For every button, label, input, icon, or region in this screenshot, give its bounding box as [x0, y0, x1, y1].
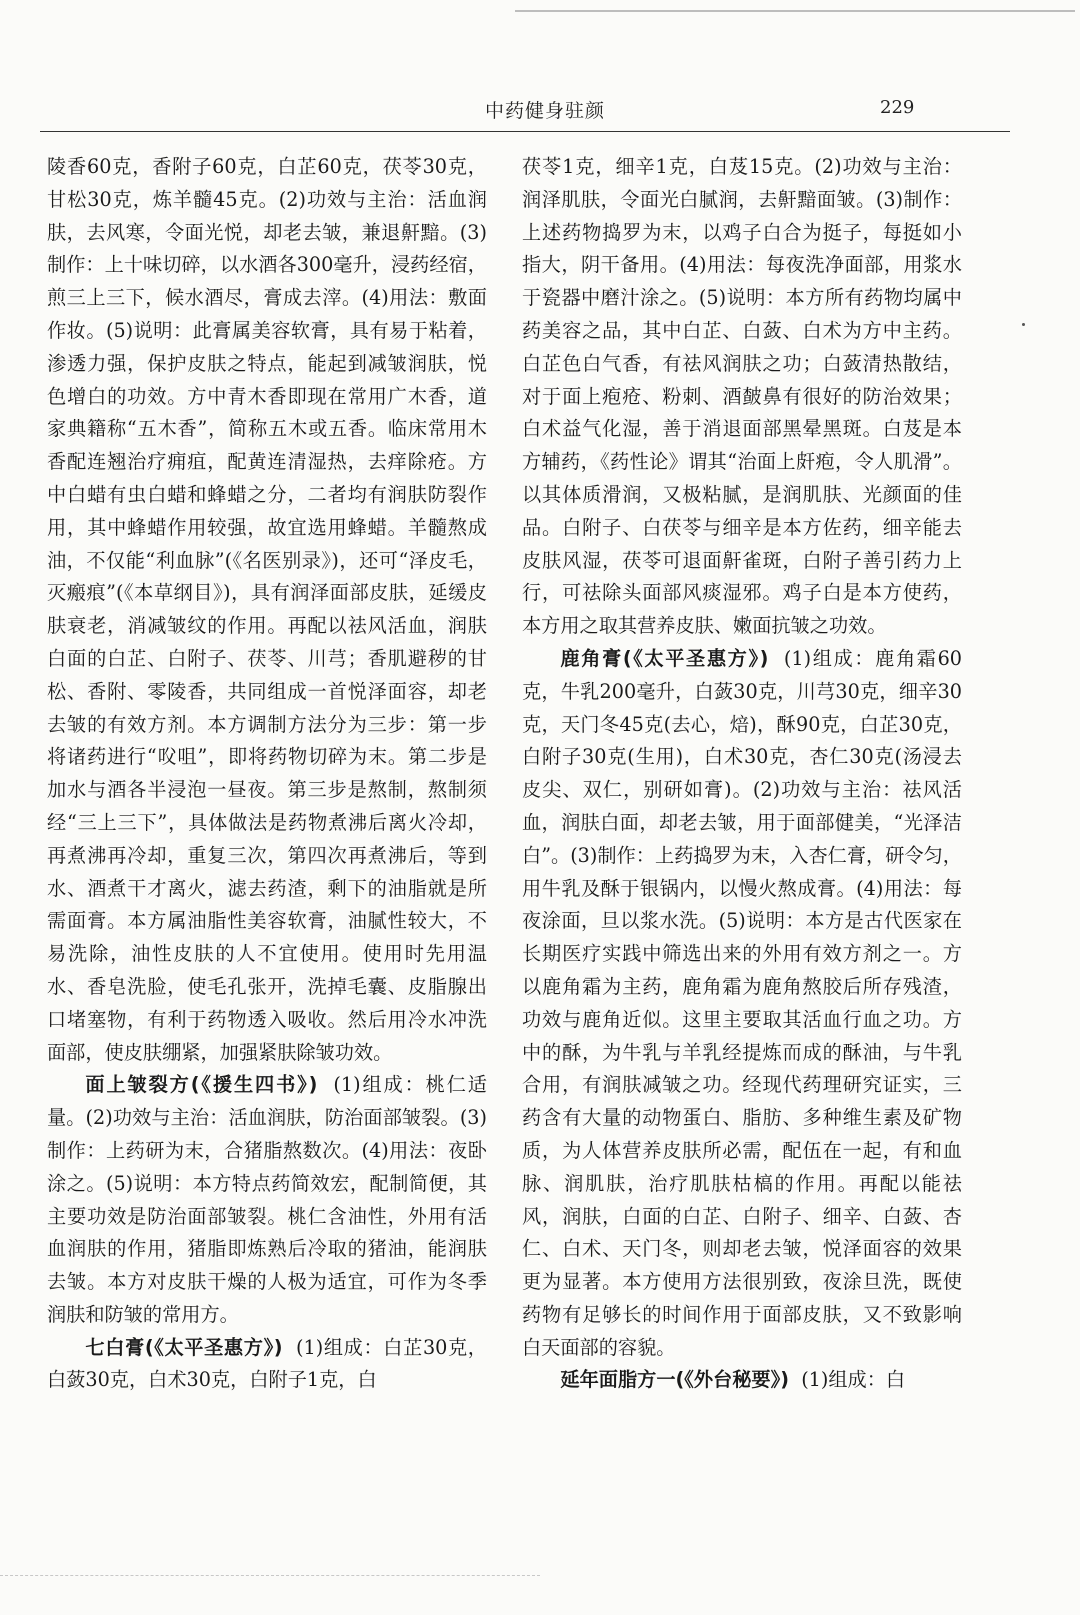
scan-edge-bottom [0, 1575, 540, 1576]
recipe-entry [522, 1364, 962, 1397]
paragraph-text: (1)组成：白芷30克，白蔹30克，白术30克，白附子1克，白 [47, 1335, 487, 1392]
recipe-heading: 延年面脂方一(《外台秘要》) [560, 1368, 789, 1392]
recipe-entry [522, 643, 962, 1365]
paragraph-text: (1)组成：鹿角霜60克，牛乳200毫升，白蔹30克，川芎30克，细辛30克，天门冬45克(去心，焙)，酥90克，白芷30克，白附子30克(生用)，白术30克，杏仁30克(汤浸去皮尖、双仁，别研如膏)。(2)功效与主治：祛风活血，润肤白面，却老去皱，用于面部健美，“光泽洁白”。(3)制作：上药捣罗为末，入杏仁膏，研令匀，用牛乳及酥于银锅内，以慢火熬成膏。(4)用法：每夜涂面，旦以浆水洗。(5)说明：本方是古代医家在长期医疗实践中筛选出来的外用有效方剂之一。方以鹿角霜为主药，鹿角霜为鹿角熬胶后所存残渣，功效与鹿角近似。这里主要取其活血行血之功。方中的酥，为牛乳与羊乳经提炼而成的酥油，与牛乳合用，有润肤减皱之功。经现代药理研究证实，三药含有大量的动物蛋白、脂肪、多种维生素及矿物质，为人体营养皮肤所必需，配伍在一起，有和血脉、润肌肤，治疗肌肤枯槁的作用。再配以能祛风，润肤，白面的白芷、白附子、细辛、白蔹、杏仁、白术、天门冬，则却老去皱，悦泽面容的效果更为显著。本方使用方法很别致，夜涂旦洗，既使药物有足够长的时间作用于面部皮肤，又不致影响白天面部的容貌。 [522, 646, 962, 1359]
recipe-heading: 七白膏(《太平圣惠方》) [85, 1335, 283, 1359]
recipe-heading: 鹿角膏(《太平圣惠方》) [560, 646, 769, 670]
paragraph [47, 151, 487, 1069]
scan-edge-top [515, 10, 1075, 12]
right-column [522, 151, 962, 1397]
paragraph-text: 陵香60克，香附子60克，白芷60克，茯苓30克，甘松30克，炼羊髓45克。(2)功效与主治：活血润肤，去风寒，令面光悦，却老去皱，兼退鼾黯。(3)制作：上十味切碎，以水酒各300毫升，浸药经宿，煎三上三下，候水酒尽，膏成去滓。(4)用法：敷面作妆。(5)说明：此膏属美容软膏，具有易于粘着，渗透力强，保护皮肤之特点，能起到减皱润肤，悦色增白的功效。方中青木香即现在常用广木香，道家典籍称“五木香”，简称五木或五香。临床常用木香配连翘治疗痈疽，配黄连清湿热，去痒除疮。方中白蜡有虫白蜡和蜂蜡之分，二者均有润肤防裂作用，其中蜂蜡作用较强，故宜选用蜂蜡。羊髓熬成油，不仅能“利血脉”(《名医别录》)，还可“泽皮毛，灭瘢痕”(《本草纲目》)，具有润泽面部皮肤，延缓皮肤衰老，消减皱纹的作用。再配以祛风活血，润肤白面的白芷、白附子、茯苓、川芎；香肌避秽的甘松、香附、零陵香，共同组成一首悦泽面容，却老去皱的有效方剂。本方调制方法分为三步：第一步将诸药进行“㕮咀”，即将药物切碎为末。第二步是加水与酒各半浸泡一昼夜。第三步是熬制，熬制须经“三上三下”，具体做法是药物煮沸后离火冷却，再煮沸再冷却，重复三次，第四次再煮沸后，等到水、酒煮干才离火，滤去药渣，剩下的油脂就是所需面膏。本方属油脂性美容软膏，油腻性较大，不易洗除，油性皮肤的人不宜使用。使用时先用温水、香皂洗脸，使毛孔张开，洗掉毛囊、皮脂腺出口堵塞物，有利于药物透入吸收。然后用冷水冲洗面部，使皮肤绷紧，加强紧肤除皱功效。 [47, 155, 487, 1064]
scan-speck [1022, 323, 1025, 326]
recipe-entry [47, 1069, 487, 1331]
recipe-heading: 面上皱裂方(《援生四书》) [85, 1073, 318, 1097]
page-number: 229 [880, 97, 915, 118]
header-rule [40, 131, 1010, 132]
paragraph-text: 茯苓1克，细辛1克，白芨15克。(2)功效与主治：润泽肌肤，令面光白腻润，去鼾黯面皱。(3)制作：上述药物捣罗为末，以鸡子白合为挺子，每挺如小指大，阴干备用。(4)用法：每夜洗净面部，用浆水于瓷器中磨汁涂之。(5)说明：本方所有药物均属中药美容之品，其中白芷、白蔹、白术为方中主药。白芷色白气香，有祛风润肤之功；白蔹清热散结，对于面上疱疮、粉刺、酒皶鼻有很好的防治效果；白术益气化湿，善于消退面部黑晕黑斑。白芨是本方辅药，《药性论》谓其“治面上皯疱，令人肌滑”。以其体质滑润，又极粘腻，是润肌肤、光颜面的佳品。白附子、白茯苓与细辛是本方佐药，细辛能去皮肤风湿，茯苓可退面鼾雀斑，白附子善引药力上行，可祛除头面部风痰湿邪。鸡子白是本方使药，本方用之取其营养皮肤、嫩面抗皱之功效。 [522, 155, 962, 638]
running-header-title: 中药健身驻颜 [484, 100, 605, 122]
paragraph-text: (1)组成：桃仁适量。(2)功效与主治：活血润肤，防治面部皱裂。(3)制作：上药研为末，合猪脂熬数次。(4)用法：夜卧涂之。(5)说明：本方特点药简效宏，配制简便，其主要功效是防治面部皱裂。桃仁含油性，外用有活血润肤的作用，猪脂即炼熟后冷取的猪油，能润肤去皱。本方对皮肤干燥的人极为适宜，可作为冬季润肤和防皱的常用方。 [47, 1073, 487, 1326]
paragraph [522, 151, 962, 643]
paragraph-text: (1)组成：白 [801, 1368, 906, 1392]
left-column [47, 151, 487, 1397]
recipe-entry [47, 1332, 487, 1398]
